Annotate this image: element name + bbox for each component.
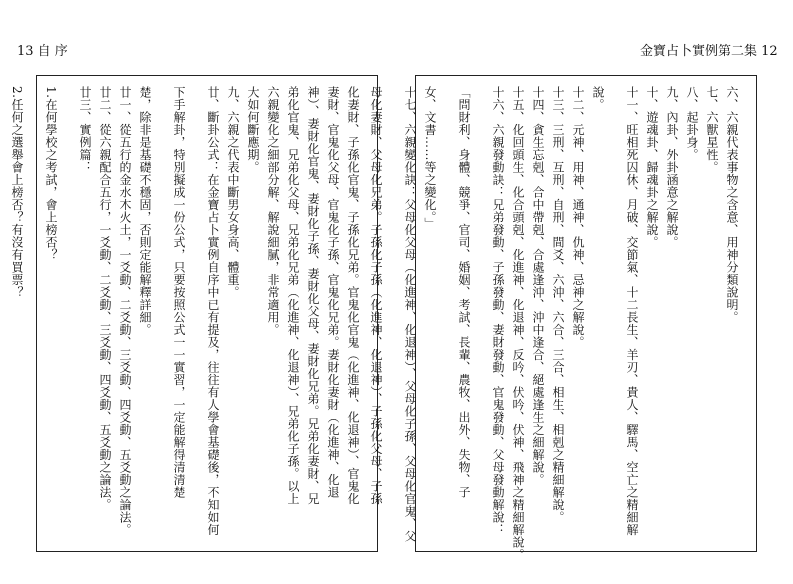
text-line: 神）、妻財化官鬼、妻財化子孫、妻財化父母、妻財化兄弟。兄弟化妻財、兄 [306, 86, 320, 505]
text-line: 十三、三刑、互刑、自刑、間爻、六沖、六合、三合、相生、相剋之精細解說。 [551, 86, 565, 524]
text-line: 十五、化回頭生、化合頭剋、化進神、化退神、反吟、伏吟、伏神、飛神之精細解說。 [511, 86, 525, 561]
page-header-left: 13 自 序 [17, 44, 68, 59]
left-page-text [10, 86, 363, 541]
text-line: 六親變化之細部分解、解說細膩，非常適用。 [266, 86, 280, 336]
text-line: 說。 [591, 86, 605, 111]
text-line: 十七、六親變化訣：父母化父母（化進神、化退神）、父母化子孫、父母化官鬼、父 [403, 86, 417, 543]
text-line: 七、六獸星性。 [705, 86, 719, 174]
text-line: 下手解卦，特別擬成一份公式，只要按照公式一一實習，一定能解得清清楚 [172, 86, 186, 499]
text-line: 母化妻財、父母化兄弟。子孫化子孫（化進神、化退神）、子孫化父母、子孫 [369, 86, 383, 505]
text-line: 化妻財、子孫化官鬼、子孫化兄弟。官鬼化官鬼（化進神、化退神）、官鬼化 [346, 86, 360, 505]
text-line: 弟化官鬼、兄弟化父母、兄弟化兄弟（化進神、化退神）、兄弟化子孫。以上 [286, 86, 300, 505]
text-line: 十一、旺相死囚休、月破、交節氣、十二長生、羊刃、貴人、驛馬、空亡之精細解 [625, 86, 639, 536]
text-line: 廿、斷卦公式：在金寶占卜實例自序中已有提及，往往有人學會基礎後，不知如何 [206, 86, 220, 536]
text-line: 十、遊魂卦、歸魂卦之解說。 [645, 86, 659, 249]
right-page-frame [369, 75, 757, 561]
text-line: 廿三、實例篇： [78, 86, 92, 174]
text-line: 「問財利、身體、競爭、官司、婚姻、考試、長輩、農牧、出外、失物、子 [457, 86, 471, 499]
text-line: 六、六親代表事物之含意、用神分類說明。 [725, 86, 739, 324]
text-line: 十二、元神、用神、通神、仇神、忌神之解說。 [571, 86, 585, 349]
text-line: 九、內卦、外卦涵意之解說。 [665, 86, 679, 249]
text-line [0, 86, 7, 541]
text-line: 九、六親之代表中斷男女身高、體重。 [226, 86, 240, 299]
text-line: 十六、六親發動訣：兄弟發動、子孫發動、妻財發動、官鬼發動、父母發動解說： [491, 86, 505, 536]
text-line: 大如何斷應期。 [246, 86, 260, 174]
text-line: 女、文書……等之變化。」 [423, 86, 437, 230]
text-line: 1.在何學校之考試，會上榜否？ [44, 86, 58, 261]
text-line: 八、起卦身。 [685, 86, 699, 161]
text-line: 廿一、從五行的金水木火土，一爻動、二爻動、三爻動、四爻動、五爻動之論法。 [118, 86, 132, 536]
left-page-frame [10, 75, 378, 552]
text-line: 妻財、官鬼化父母、官鬼化子孫、官鬼化兄弟。妻財化妻財（化進神、化退 [326, 86, 340, 499]
text-line: 2.任何之選舉會上榜否？有沒有買票？ [10, 86, 24, 299]
page-header-right: 金寶占卜實例第二集 12 [640, 44, 778, 59]
text-line: 十四、貪生忘剋、合中帶剋、合處逢沖、沖中逢合、絕處逢生之細解說。 [531, 86, 545, 486]
text-line: 廿二、從六親配合五行，一爻動、二爻動、三爻動、四爻動、五爻動之論法。 [98, 86, 112, 511]
right-page-text [369, 86, 742, 561]
text-line: 楚，除非是基礎不穩固，否則定能解釋詳細。 [138, 86, 152, 336]
